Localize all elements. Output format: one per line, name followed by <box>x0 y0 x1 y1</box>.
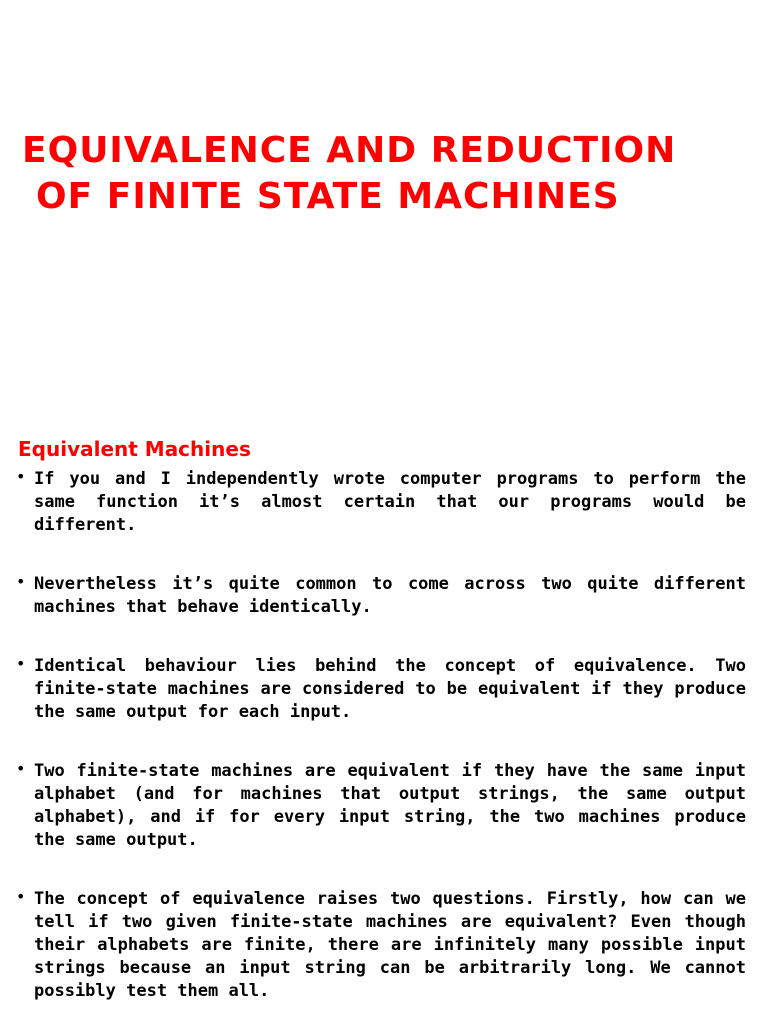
bullet-text: If you and I independently wrote computer programs to perform the same function it’s almost certain that our programs would be different. <box>34 469 746 535</box>
bullet-text: Two finite-state machines are equivalent if they have the same input alphabet (and for machines that output strings, the same output alphabet), and if for every input string, the two machines produce the same output. <box>34 761 746 850</box>
bullet-icon: • <box>16 654 26 673</box>
bullet-text: Nevertheless it’s quite common to come across two quite different machines that behave identically. <box>34 574 746 617</box>
slide-title-line-1: EQUIVALENCE AND REDUCTION <box>22 130 677 171</box>
bullet-text: Identical behaviour lies behind the concept of equivalence. Two finite-state machines are considered to be equivalent if they produce the same output for each input. <box>34 656 746 722</box>
bullet-item <box>16 655 746 724</box>
slide-title <box>22 128 752 220</box>
bullet-text: The concept of equivalence raises two questions. Firstly, how can we tell if two given finite-state machines are equivalent? Even though their alphabets are finite, there are infinitely many possible input strings because an input string can be arbitrarily long. We cannot possibly test them all. <box>34 889 746 1001</box>
bullet-item <box>16 468 746 537</box>
bullet-icon: • <box>16 887 26 906</box>
bullet-item <box>16 760 746 852</box>
bullet-icon: • <box>16 467 26 486</box>
bullet-item <box>16 888 746 1003</box>
section-heading: Equivalent Machines <box>18 437 251 461</box>
bullet-icon: • <box>16 759 26 778</box>
slide-title-line-2: OF FINITE STATE MACHINES <box>36 176 620 217</box>
bullet-icon: • <box>16 572 26 591</box>
bullet-item <box>16 573 746 619</box>
bullet-list <box>16 468 746 1003</box>
